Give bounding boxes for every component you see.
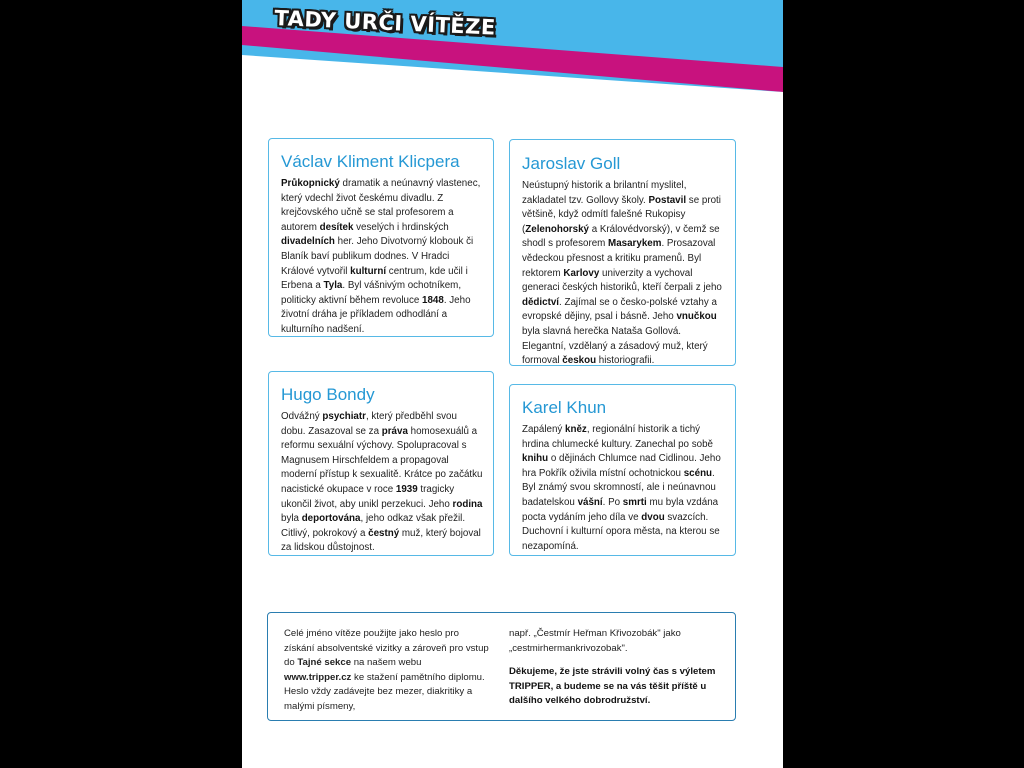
- card-bondy: [268, 371, 494, 556]
- card-klicpera: [268, 138, 494, 337]
- card-title: Václav Kliment Klicpera: [281, 152, 460, 171]
- card-title: Karel Khun: [522, 398, 607, 417]
- footer-example: např. „Čestmír Heřman Křivozobák" jako „cestmirhermankrivozobak". Děkujeme, že jste strávili volný čas s výletem TRIPPER, a budeme se na vás těšit příště u dalšího velkého dobrodružství.: [509, 627, 731, 709]
- card-text: Neústupný historik a brilantní myslitel, zakladatel tzv. Gollovy školy. Postavil se proti většině, když odmítl falešné Rukopisy (Zelenohorský a Královédvorský), v čemž se shodl s profesorem Masarykem. Prosazoval vědeckou přesnost a kritiku pramenů. Byl rektorem Karlovy univerzity a vychoval generaci českých historiků, kteří čerpali z jeho dědictví. Zajímal se o česko-polské vztahy a evropské dějiny, psal i básně. Jeho vnučkou byla slavná herečka Nataša Gollová. Elegantní, vzdělaný a zásadový muž, který formoval českou historiografii.: [522, 180, 722, 367]
- card-text: Odvážný psychiatr, který předběhl svou dobu. Zasazoval se za práva homosexuálů a reformu sexuální výchovy. Spolupracoval s Magnusem Hirschfeldem a propagoval moderní přístup k sexualitě. Krátce po začátku nacistické okupace v roce 1939 tragicky ukončil život, aby unikl perzekuci. Jeho rodina byla deportována, jeho odkaz však přežil. Citlivý, pokrokový a čestný muž, který bojoval za lidskou důstojnost.: [281, 411, 483, 554]
- card-title: Jaroslav Goll: [522, 154, 621, 173]
- footer-instructions: Celé jméno vítěze použijte jako heslo pro získání absolventské vizitky a zároveň pro vstup do Tajné sekce na našem webu www.tripper.cz ke stažení pamětního diplomu. Heslo vždy zadávejte bez mezer, diakritiky a malými písmeny,: [284, 628, 489, 712]
- card-title: Hugo Bondy: [281, 385, 375, 404]
- card-khun: [509, 384, 736, 556]
- page-title: TADY URČI VÍTĚZE: [273, 6, 497, 40]
- footer-box: [267, 612, 736, 721]
- page: [242, 0, 783, 768]
- card-goll: [509, 139, 736, 366]
- card-text: Zapálený kněz, regionální historik a tichý hrdina chlumecké kultury. Zanechal po sobě knihu o dějinách Chlumce nad Cidlinou. Jeho hra Pokřík oživila místní ochotnickou scénu. Byl známý svou skromností, ale i neúnavnou badatelskou vášní. Po smrti mu byla vzdána pocta vydáním jeho díla ve dvou svazcích. Duchovní i kulturní opora města, na kterou se nezapomíná.: [522, 424, 721, 552]
- website-link[interactable]: www.tripper.cz: [284, 671, 352, 683]
- footer-thanks: Děkujeme, že jste strávili volný čas s výletem TRIPPER, a budeme se na vás těšit příště u dalšího velkého dobrodružství.: [509, 666, 716, 707]
- card-text: Průkopnický dramatik a neúnavný vlastenec, který vdechl život českému divadlu. Z krejčovského učně se stal profesorem a autorem desítek veselých i hrdinských divadelních her. Jeho Divotvorný klobouk či Blaník baví publikum dodnes. V Hradci Králové vytvořil kulturní centrum, kde učil i Erbena a Tyla. Byl vášnivým ochotníkem, politicky aktivní během revoluce 1848. Jeho životní dráha je příkladem odhodlání a kulturního nadšení.: [281, 178, 481, 335]
